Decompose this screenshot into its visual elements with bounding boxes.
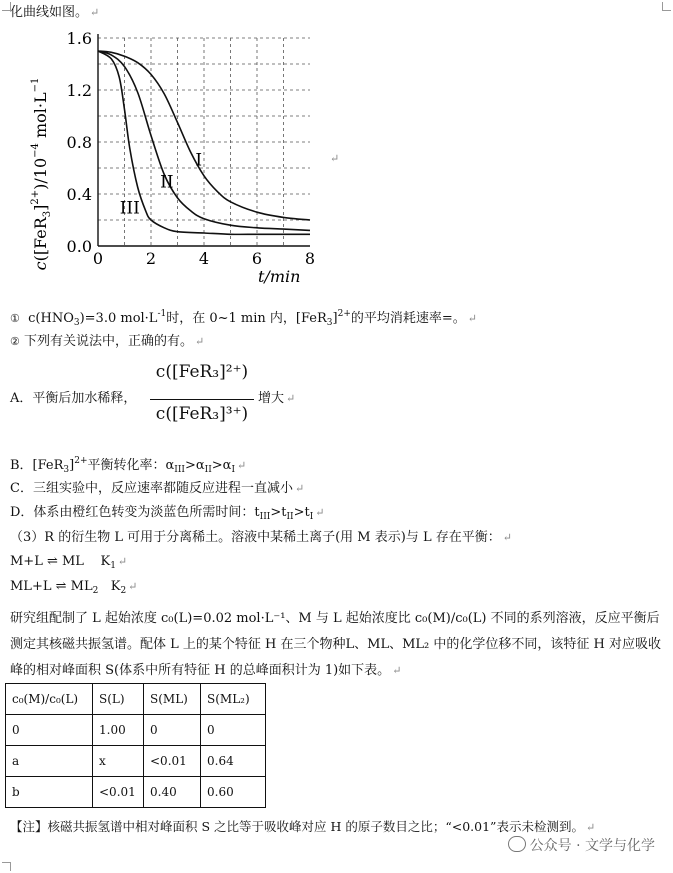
table-cell: <0.01 [144,746,201,777]
series-label-II: II [160,172,174,193]
table-row [6,715,266,746]
equilibrium-1: M+L ⇌ ML $K_1$ ↵ [10,554,128,571]
paragraph: 研究组配制了 L 起始浓度 c₀(L)=0.02 mol·L⁻¹、M 与 L 起始浓度比 c₀(M)/c₀(L) 不同的系列溶液，反应平衡后测定其核磁共振氢谱。配体 L 上的某个特征 H 在三个物种L、ML、ML₂ 中的化学位移不同，该特征 H 对应吸收峰的相对峰面积 S(体系中所有特征 H 的总峰面积计为 1)如下表。 ↵ [10,611,661,678]
option-b: B．$[FeR_3]^{2+}$平衡转化率：$\alpha_{III}>\alpha_{II}>\alpha_I$ ↵ [10,456,247,475]
question-1: ① $c(HNO_3)=3.0$ $mol\cdot L^{-1}$时，在 0~1 min 内，$[FeR_3]^{2+}$的平均消耗速率=。 ↵ [10,309,478,328]
y-tick-label: 0.4 [66,185,92,204]
series-label-III: III [119,198,140,219]
svg-text:c([FeR3]2+)/10−4 mol·L−1: $c([FeR_3]^{2+})/10^{-4}$ $mol\cdot L^{-1}$ [30,77,53,271]
question-2: ② 下列有关说法中，正确的有。 ↵ [10,334,205,349]
intro-text: 化曲线如图。 [10,5,89,20]
x-tick-label: 8 [304,249,316,268]
table-row [6,746,266,777]
return-mark: ↵ [90,6,100,19]
x-tick-label: 4 [198,249,210,268]
x-tick-label: 0 [92,249,104,268]
table-cell: b [6,777,93,808]
table-cell: 0 [201,715,266,746]
x-tick-label: 6 [251,249,263,268]
y-tick-label: 1.2 [66,81,92,100]
crop-mark [2,862,11,871]
table-header: S(L) [93,684,144,715]
y-tick-label: 1.6 [66,29,92,48]
option-d: D．体系由橙红色转变为淡蓝色所需时间：$t_{III}>t_{II}>t_I$ ↵ [10,505,325,522]
table-cell: 0.64 [201,746,266,777]
table-header: c₀(M)/c₀(L) [6,684,93,715]
option-a-post: 增大 ↵ [258,391,296,406]
circle-number: ① [10,312,20,325]
peak-area-table [5,683,266,808]
series-label-I: I [195,150,203,171]
table-cell: <0.01 [93,777,144,808]
option-a-fraction [148,358,258,438]
table-cell: 0 [144,715,201,746]
equilibrium-2: ML+L ⇌ $ML_2$ $K_2$ ↵ [10,579,138,596]
note: 【注】核磁共振氢谱中相对峰面积 S 之比等于吸收峰对应 H 的原子数目之比；“<0.01”表示未检测到。 ↵ [10,819,596,834]
fraction-bar [150,399,254,400]
table-cell: 1.00 [93,715,144,746]
return-mark: ↵ [330,152,340,165]
table-cell: 0.60 [201,777,266,808]
table-header: S(ML) [144,684,201,715]
option-c: C．三组实验中，反应速率都随反应进程一直减小 ↵ [10,481,305,496]
table-header-row [6,684,266,715]
table-header: S(ML₂) [201,684,266,715]
table-row [6,777,266,808]
table-cell: a [6,746,93,777]
fraction-denominator: c([FeR₃]³⁺) [155,404,249,424]
x-tick-label: 2 [145,249,157,268]
option-a-label: A．平衡后加水稀释， [10,391,137,406]
circle-number: ② [10,335,20,348]
y-tick-label: 0.8 [66,133,92,152]
y-tick-label: 0.0 [66,237,92,256]
fraction-numerator: c([FeR₃]²⁺) [155,362,249,382]
table-cell: x [93,746,144,777]
crop-mark [662,2,671,11]
intro-line [10,4,99,22]
x-axis-label: t/min [258,267,301,286]
wechat-icon [508,836,526,852]
question-3: （3）R 的衍生物 L 可用于分离稀土。溶液中某稀土离子(用 M 表示)与 L 存在平衡： ↵ [10,530,512,545]
concentration-chart [12,24,322,296]
table-cell: 0.40 [144,777,201,808]
table-cell: 0 [6,715,93,746]
watermark: 公众号 · 文学与化学 [508,835,655,855]
y-axis-label [30,78,53,271]
